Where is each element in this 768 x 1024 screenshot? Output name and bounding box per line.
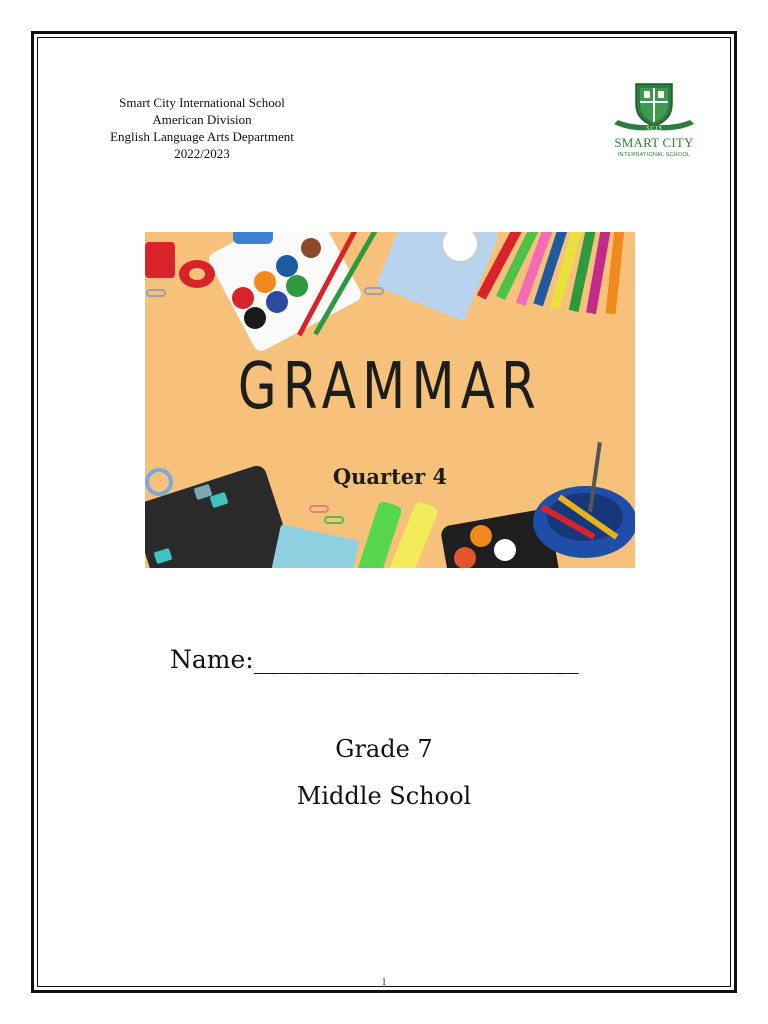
name-field[interactable]	[170, 645, 630, 674]
academic-year: 2022/2023	[174, 146, 230, 161]
name-label: Name:	[170, 645, 254, 674]
logo-initials: S.C.I.S	[646, 125, 662, 132]
grade-label: Grade 7	[335, 735, 433, 763]
logo-name: SMART CITY	[614, 135, 694, 150]
logo-subtitle: INTERNATIONAL SCHOOL	[617, 152, 691, 158]
page-number: 1	[381, 977, 387, 988]
school-logo	[606, 80, 702, 162]
department-name: English Language Arts Department	[110, 129, 294, 144]
division-name: American Division	[152, 112, 252, 127]
school-name: Smart City International School	[119, 95, 285, 110]
name-blank-line[interactable]: __________________________	[253, 645, 579, 674]
cover-title: GRAMMAR	[237, 350, 543, 424]
school-level-label: Middle School	[296, 782, 472, 810]
crest-icon	[606, 80, 702, 136]
cover-subtitle: Quarter 4	[332, 464, 448, 489]
cover-image	[145, 232, 635, 568]
school-header	[100, 94, 304, 162]
